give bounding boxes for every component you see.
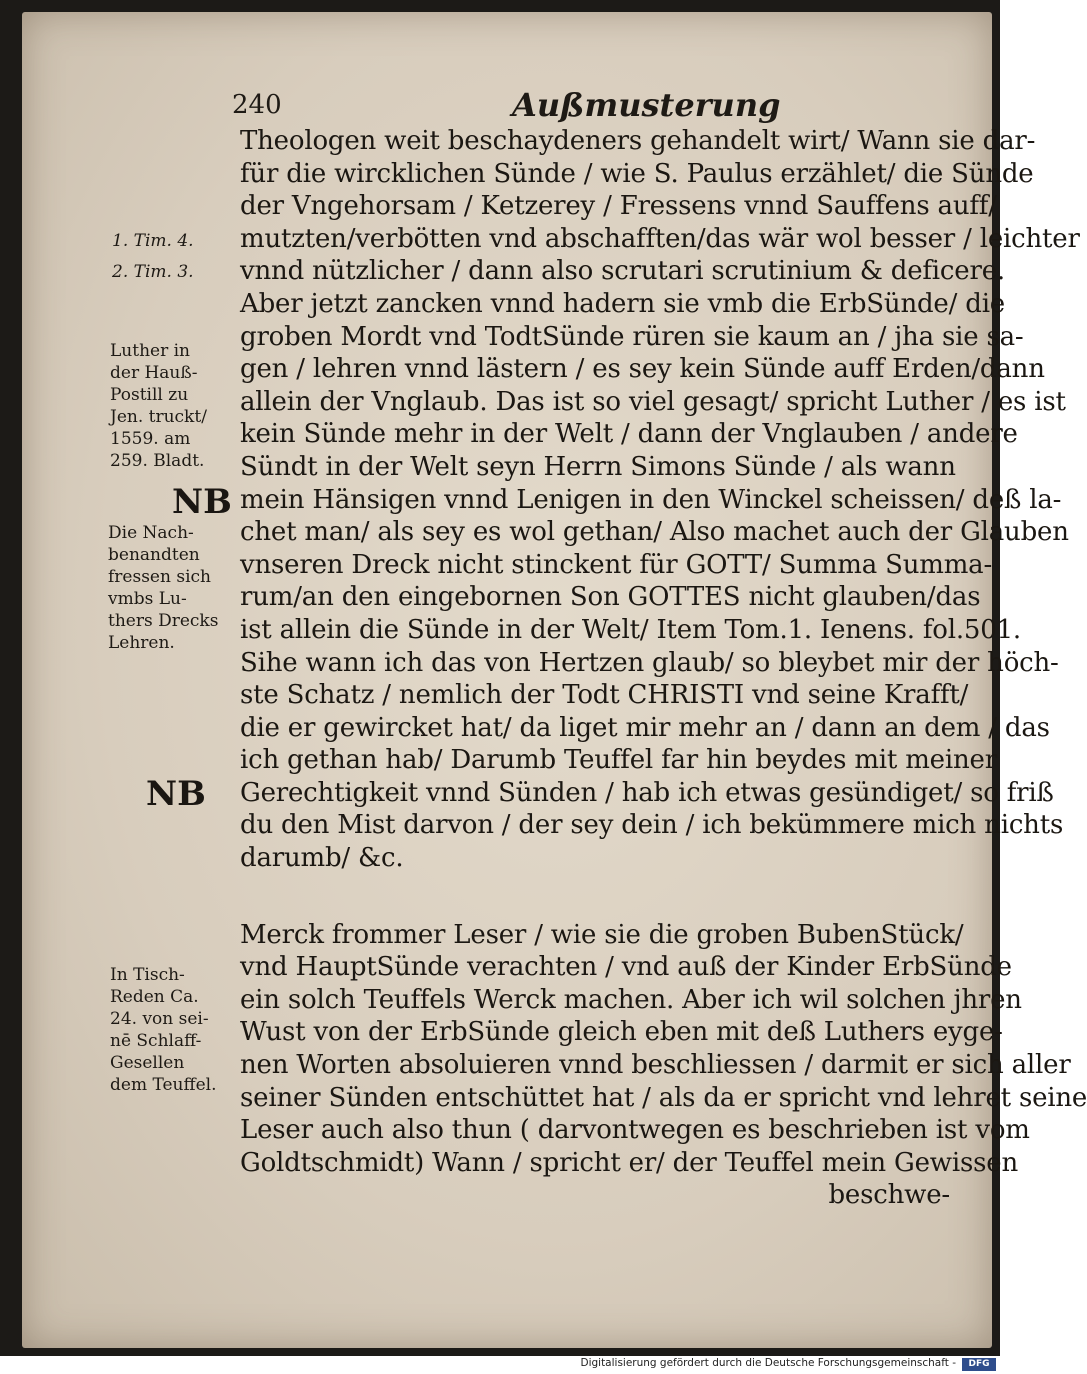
text-line: Wust von der ErbSünde gleich eben mit deß Luthers eyge- xyxy=(240,1017,1003,1048)
margin-note-line: Die Nach- xyxy=(108,523,194,543)
text-line: mein Hänsigen vnnd Lenigen in den Winckel scheissen/ deß la- xyxy=(240,484,1062,515)
nota-bene-mark-2: NB xyxy=(146,774,206,814)
nota-bene-mark: NB xyxy=(172,482,232,522)
margin-note-line: 24. von sei- xyxy=(110,1009,209,1029)
paragraph-1 xyxy=(240,125,1080,875)
text-line: ich gethan hab/ Darumb Teuffel far hin beydes mit meiner xyxy=(240,745,997,776)
text-line: Goldtschmidt) Wann / spricht er/ der Teuffel mein Gewissen xyxy=(240,1147,1018,1178)
catchword: beschwe- xyxy=(828,1180,950,1211)
paragraph-2 xyxy=(240,919,1087,1180)
text-line: Leser auch also thun ( darvontwegen es beschrieben ist vom xyxy=(240,1115,1030,1146)
margin-note-line: In Tisch- xyxy=(110,965,185,985)
margin-note-line: dem Teuffel. xyxy=(110,1075,217,1095)
margin-note-line: der Hauß- xyxy=(110,363,198,383)
running-head xyxy=(232,84,932,124)
text-line: seiner Sünden entschüttet hat / als da er spricht vnd lehret seine xyxy=(240,1082,1087,1113)
text-line: ist allein die Sünde in der Welt/ Item Tom.1. Ienens. fol.501. xyxy=(240,614,1021,645)
text-line: darumb/ &c. xyxy=(240,843,404,874)
margin-note-nachbenandten xyxy=(108,522,218,654)
margin-note-line: nē Schlaff- xyxy=(110,1031,202,1051)
text-line: ste Schatz / nemlich der Todt CHRISTI vnd seine Krafft/ xyxy=(240,680,969,711)
text-line: vnd HauptSünde verachten / vnd auß der Kinder ErbSünde xyxy=(240,952,1012,983)
text-line: gen / lehren vnnd lästern / es sey kein Sünde auff Erden/dann xyxy=(240,354,1045,385)
text-line: vnseren Dreck nicht stinckent für GOTT/ Summa Summa- xyxy=(240,549,993,580)
margin-note-line: 1559. am xyxy=(110,429,191,449)
margin-note-tischreden xyxy=(110,964,216,1096)
digitization-credit: Digitalisierung gefördert durch die Deutsche Forschungsgemeinschaft - xyxy=(580,1357,956,1369)
margin-note-tim2: 2. Tim. 3. xyxy=(112,262,194,282)
text-line: Theologen weit beschaydeners gehandelt wirt/ Wann sie dar- xyxy=(240,126,1036,156)
margin-note-line: Jen. truckt/ xyxy=(110,407,207,427)
text-line: allein der Vnglaub. Das ist so viel gesagt/ spricht Luther / es ist xyxy=(240,386,1066,417)
text-line: rum/an den eingebornen Son GOTTES nicht glauben/das xyxy=(240,582,981,613)
footer-bar xyxy=(0,1356,1000,1374)
main-text xyxy=(240,125,1087,1212)
margin-note-luther-postill xyxy=(110,340,207,472)
margin-note-line: benandten xyxy=(108,545,200,565)
margin-note-tim1: 1. Tim. 4. xyxy=(112,231,194,251)
text-line: mutzten/verbötten vnd abschafften/das wär wol besser / leichter xyxy=(240,223,1080,254)
book-page xyxy=(22,12,1087,1348)
paragraph-gap xyxy=(240,875,950,919)
text-line: Merck frommer Leser / wie sie die groben BubenStück/ xyxy=(240,919,964,950)
text-line: kein Sünde mehr in der Welt / dann der Vnglauben / andere xyxy=(240,419,1018,450)
margin-note-line: fressen sich xyxy=(108,567,211,587)
margin-note-line: Gesellen xyxy=(110,1053,185,1073)
margin-note-line: vmbs Lu- xyxy=(108,589,187,609)
text-line: Sihe wann ich das von Hertzen glaub/ so bleybet mir der höch- xyxy=(240,647,1059,678)
dfg-logo: DFG xyxy=(962,1358,996,1371)
text-line: die er gewircket hat/ da liget mir mehr an / dann an dem / das xyxy=(240,712,1050,743)
text-line: vnnd nützlicher / dann also scrutari scrutinium & deficere. xyxy=(240,256,1005,287)
text-line: nen Worten absoluieren vnnd beschliessen / darmit er sich aller xyxy=(240,1050,1071,1081)
page-number: 240 xyxy=(232,90,282,120)
margin-note-line: Lehren. xyxy=(108,633,175,653)
text-line: Aber jetzt zancken vnnd hadern sie vmb die ErbSünde/ die xyxy=(240,288,1005,319)
text-line: Gerechtigkeit vnnd Sünden / hab ich etwas gesündiget/ so friß xyxy=(240,777,1054,808)
margin-note-line: Luther in xyxy=(110,341,190,361)
text-line: ein solch Teuffels Werck machen. Aber ich wil solchen jhren xyxy=(240,984,1022,1015)
margin-note-line: thers Drecks xyxy=(108,611,219,631)
text-line: groben Mordt vnd TodtSünde rüren sie kaum an / jha sie sa- xyxy=(240,321,1024,352)
margin-note-line: Postill zu xyxy=(110,385,189,405)
text-line: der Vngehorsam / Ketzerey / Fressens vnnd Sauffens auff/ xyxy=(240,191,997,222)
text-line: für die wircklichen Sünde / wie S. Paulus erzählet/ die Sünde xyxy=(240,158,1034,189)
margin-note-line: 259. Bladt. xyxy=(110,451,205,471)
margin-note-line: Reden Ca. xyxy=(110,987,199,1007)
text-line: Sündt in der Welt seyn Herrn Simons Sünde / als wann xyxy=(240,451,956,482)
running-title: Außmusterung xyxy=(512,86,781,124)
text-line: du den Mist darvon / der sey dein / ich bekümmere mich nichts xyxy=(240,810,1064,841)
text-line: chet man/ als sey es wol gethan/ Also machet auch der Glauben xyxy=(240,517,1069,548)
